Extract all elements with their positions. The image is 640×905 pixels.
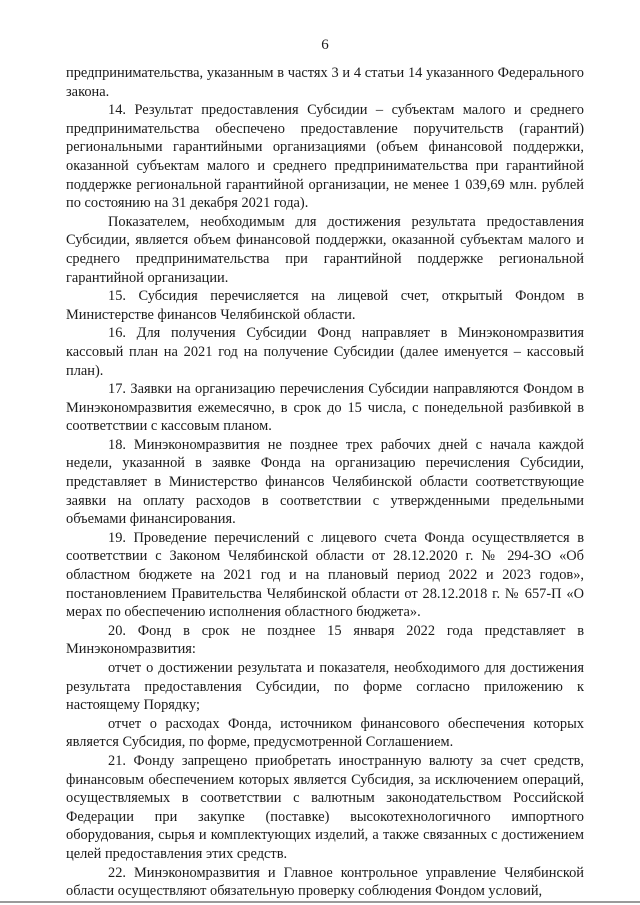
paragraph-18: 18. Минэкономразвития не позднее трех рабочих дней с начала каждой недели, указанной в заявке Фонда на организацию перечисления Субсидии, представляет в Министерство финансов Челябинской области соответствующие заявки на оплату расходов в соответствии с утвержденными предельными объемами финансирования. (66, 436, 584, 528)
paragraph-21: 21. Фонду запрещено приобретать иностранную валюту за счет средств, финансовым обеспечением которых является Субсидия, за исключением операций, осуществляемых в соответствии с валютным законодательством Российской Федерации при закупке (поставке) высокотехнологичного импортного оборудования, сырья и комплектующих изделий, а также связанных с достижением целей предоставления этих средств. (66, 752, 584, 862)
paragraph-17: 17. Заявки на организацию перечисления Субсидии направляются Фондом в Минэкономразвития ежемесячно, в срок до 15 числа, с понедельной разбивкой в соответствии с кассовым планом. (66, 381, 584, 435)
paragraph-continuation: предпринимательства, указанным в частях 3 и 4 статьи 14 указанного Федерального закона. (66, 65, 584, 100)
paragraph-14: 14. Результат предоставления Субсидии – субъектам малого и среднего предпринимательства обеспечено предоставление поручительств (гарантий) региональными гарантийными организациями (объем финансовой поддержки, оказанной субъектам малого и среднего предпринимательства при гарантийной поддержке региональной гарантийной организации, не менее 1 039,69 млн. рублей по состоянию на 31 декабря 2021 года). (66, 102, 584, 212)
paragraph-22: 22. Минэкономразвития и Главное контрольное управление Челябинской области осуществляют обязательную проверку соблюдения Фондом условий, (66, 864, 584, 900)
paragraph-20-item-report-expenses: отчет о расходах Фонда, источником финансового обеспечения которых является Субсидия, по форме, предусмотренной Соглашением. (66, 715, 584, 751)
document-body (66, 64, 584, 901)
paragraph-15: 15. Субсидия перечисляется на лицевой счет, открытый Фондом в Министерстве финансов Челябинской области. (66, 288, 584, 323)
paragraph-20: 20. Фонд в срок не позднее 15 января 2022 года представляет в Минэкономразвития: (66, 622, 584, 658)
paragraph-19: 19. Проведение перечислений с лицевого счета Фонда осуществляется в соответствии с Законом Челябинской области от 28.12.2020 г. № 294-ЗО «Об областном бюджете на 2021 год и на плановый период 2022 и 2023 годов», постановлением Правительства Челябинской области от 28.12.2018 г. № 657-П «О мерах по обеспечению исполнения областного бюджета». (66, 529, 584, 621)
scan-bottom-edge (0, 901, 640, 903)
paragraph-16: 16. Для получения Субсидии Фонд направляет в Минэкономразвития кассовый план на 2021 год на получение Субсидии (далее именуется – кассовый план). (66, 325, 584, 379)
page-number: 6 (321, 37, 329, 53)
paragraph-indicator: Показателем, необходимым для достижения результата предоставления Субсидии, является объем финансовой поддержки, оказанной субъектам малого и среднего предпринимательства при гарантийной поддержке региональной гарантийной организации. (66, 213, 584, 286)
paragraph-20-item-report-result: отчет о достижении результата и показателя, необходимого для достижения результата предоставления Субсидии, по форме согласно приложению к настоящему Порядку; (66, 660, 584, 714)
